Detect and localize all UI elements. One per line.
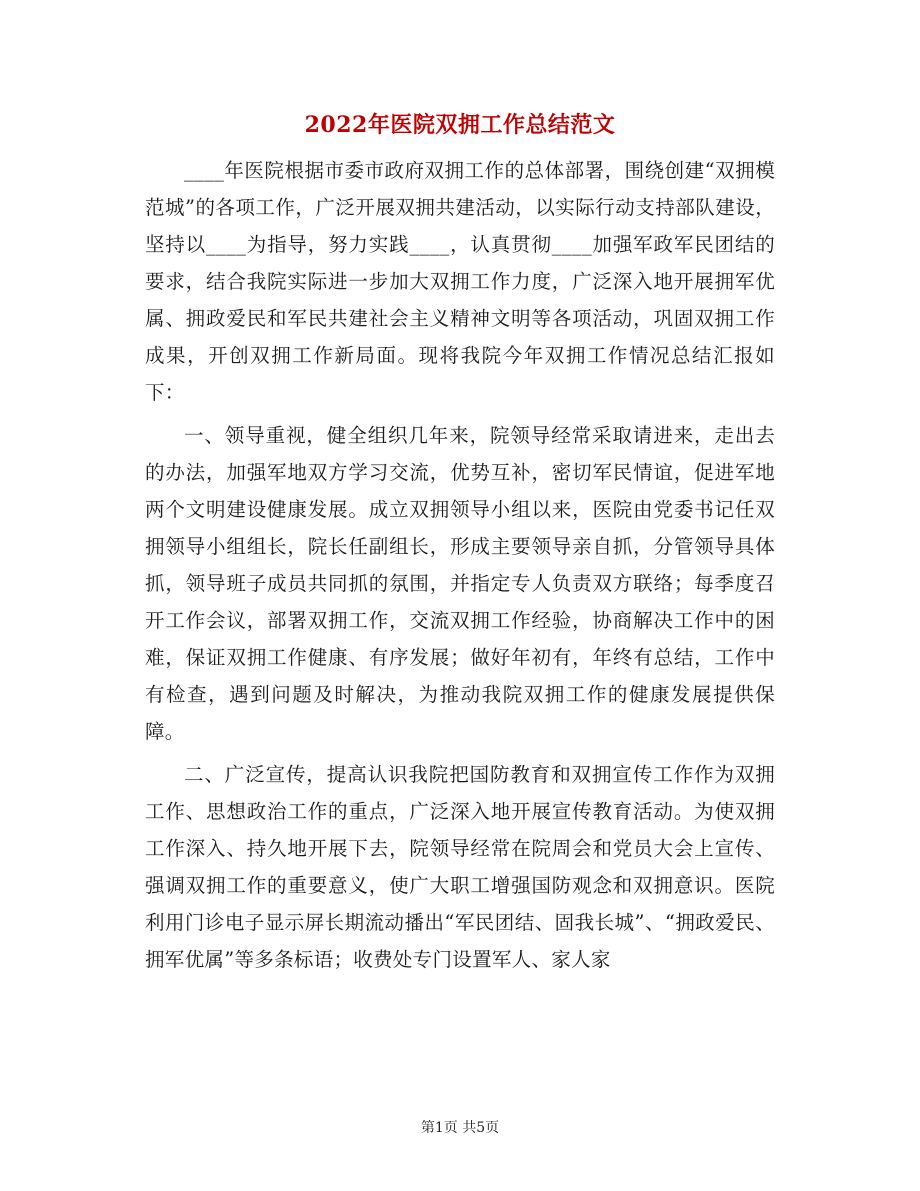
paragraph-intro: ____年医院根据市委市政府双拥工作的总体部署，围绕创建“双拥模范城”的各项工作，广泛开展双拥共建活动，以实际行动支持部队建设，坚持以____为指导，努力实践____，认真贯彻____加强军政军民团结的要求，结合我院实际进一步加大双拥工作力度，广泛深入地开展拥军优属、拥政爱民和军民共建社会主义精神文明等各项活动，巩固双拥工作成果，开创双拥工作新局面。现将我院今年双拥工作情况总结汇报如下： <box>145 159 775 404</box>
page-footer: 第1页 共5页 <box>420 1120 500 1136</box>
document-body <box>145 152 775 984</box>
paragraph-section-2: 二、广泛宣传，提高认识我院把国防教育和双拥宣传工作作为双拥工作、思想政治工作的重点，广泛深入地开展宣传教育活动。为使双拥工作深入、持久地开展下去，院领导经常在院周会和党员大会上宣传、强调双拥工作的重要意义，使广大职工增强国防观念和双拥意识。医院利用门诊电子显示屏长期流动播出“军民团结、固我长城”、“拥政爱民、拥军优属”等多条标语；收费处专门设置军人、家人家 <box>145 763 775 971</box>
paragraph-section-1: 一、领导重视，健全组织几年来，院领导经常采取请进来，走出去的办法，加强军地双方学习交流，优势互补，密切军民情谊，促进军地两个文明建设健康发展。成立双拥领导小组以来，医院由党委书记任双拥领导小组组长，院长任副组长，形成主要领导亲自抓，分管领导具体抓，领导班子成员共同抓的氛围，并指定专人负责双方联络；每季度召开工作会议，部署双拥工作，交流双拥工作经验，协商解决工作中的困难，保证双拥工作健康、有序发展；做好年初有，年终有总结，工作中有检查，遇到问题及时解决，为推动我院双拥工作的健康发展提供保障。 <box>145 424 775 743</box>
document-title: 2022年医院双拥工作总结范文 <box>304 112 616 138</box>
